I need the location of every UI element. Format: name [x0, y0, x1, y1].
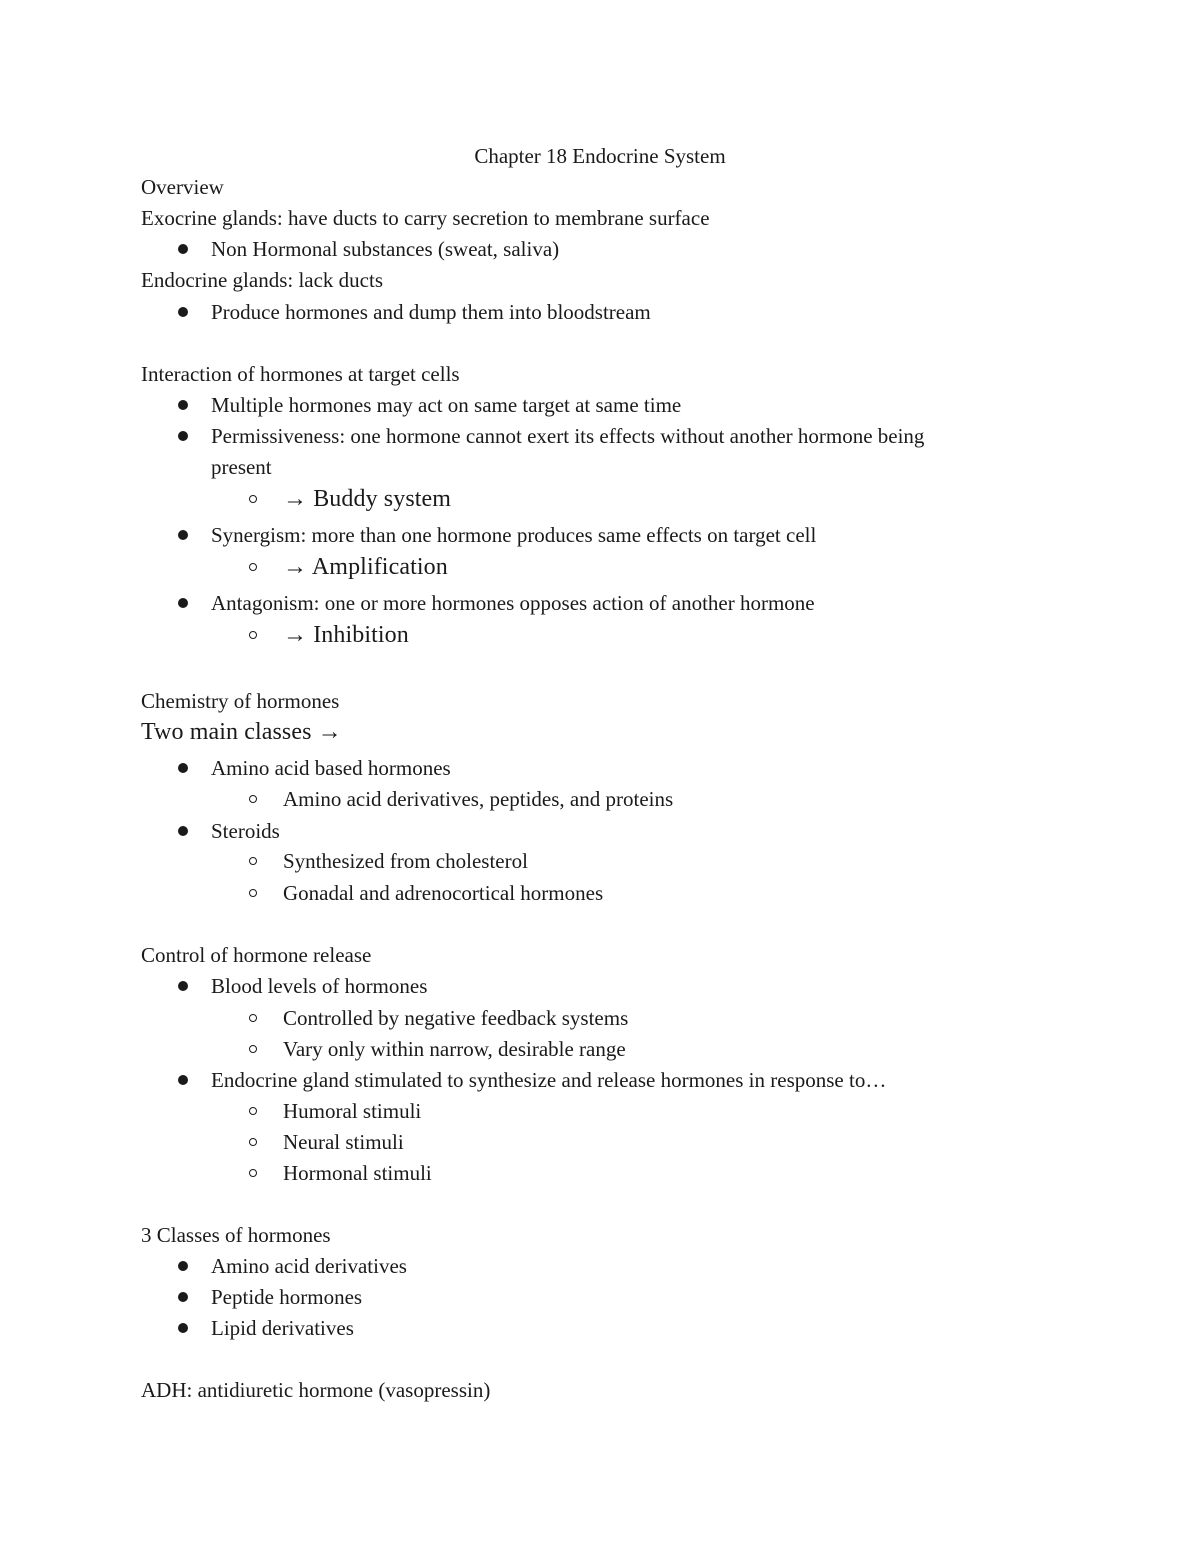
- sub-list-item: Controlled by negative feedback systems: [283, 1006, 629, 1030]
- list-item: Endocrine gland stimulated to synthesize and release hormones in response to…: [211, 1068, 887, 1092]
- list-item: Multiple hormones may act on same target at same time: [211, 393, 682, 417]
- bullet-icon: [178, 244, 188, 254]
- bullet-icon: [178, 763, 188, 773]
- section-heading-overview: Overview: [141, 175, 224, 199]
- endocrine-line: Endocrine glands: lack ducts: [141, 268, 384, 292]
- list-item: Produce hormones and dump them into bloodstream: [211, 300, 651, 324]
- section-heading-chemistry: Chemistry of hormones: [141, 689, 340, 713]
- list-item: Non Hormonal substances (sweat, saliva): [211, 237, 560, 261]
- sub-list-item: Vary only within narrow, desirable range: [283, 1037, 626, 1061]
- list-item: Synergism: more than one hormone produces same effects on target cell: [211, 523, 817, 547]
- classes-line: Two main classes →: [141, 719, 342, 745]
- bullet-icon: [178, 826, 188, 836]
- page-title: Chapter 18 Endocrine System: [474, 144, 726, 168]
- sub-list-item: → Buddy system: [283, 486, 452, 512]
- sub-list-item: Gonadal and adrenocortical hormones: [283, 881, 604, 905]
- hollow-bullet-icon: [249, 795, 257, 803]
- hollow-bullet-icon: [249, 631, 257, 639]
- bullet-icon: [178, 1261, 188, 1271]
- sub-list-item: → Inhibition: [283, 622, 409, 648]
- list-item: Steroids: [211, 819, 280, 843]
- list-item: Peptide hormones: [211, 1285, 363, 1309]
- bullet-icon: [178, 1075, 188, 1085]
- hollow-bullet-icon: [249, 495, 257, 503]
- bullet-icon: [178, 307, 188, 317]
- hollow-bullet-icon: [249, 1138, 257, 1146]
- adh-line: ADH: antidiuretic hormone (vasopressin): [141, 1378, 491, 1402]
- bullet-icon: [178, 981, 188, 991]
- bullet-icon: [178, 1292, 188, 1302]
- sub-list-item: Humoral stimuli: [283, 1099, 422, 1123]
- section-heading-control: Control of hormone release: [141, 943, 372, 967]
- list-item: Amino acid derivatives: [211, 1254, 407, 1278]
- sub-list-item: Neural stimuli: [283, 1130, 404, 1154]
- section-heading-interaction: Interaction of hormones at target cells: [141, 362, 460, 386]
- exocrine-line: Exocrine glands: have ducts to carry secretion to membrane surface: [141, 206, 710, 230]
- sub-list-item: Amino acid derivatives, peptides, and proteins: [283, 787, 674, 811]
- list-item: Lipid derivatives: [211, 1316, 354, 1340]
- list-item: Antagonism: one or more hormones opposes action of another hormone: [211, 591, 815, 615]
- hollow-bullet-icon: [249, 1014, 257, 1022]
- hollow-bullet-icon: [249, 563, 257, 571]
- list-item: Permissiveness: one hormone cannot exert its effects without another hormone being: [211, 424, 925, 448]
- hollow-bullet-icon: [249, 857, 257, 865]
- list-item: Blood levels of hormones: [211, 974, 428, 998]
- bullet-icon: [178, 598, 188, 608]
- list-item-continuation: present: [211, 455, 272, 479]
- sub-list-item: → Amplification: [283, 554, 448, 580]
- list-item: Amino acid based hormones: [211, 756, 451, 780]
- bullet-icon: [178, 400, 188, 410]
- hollow-bullet-icon: [249, 1045, 257, 1053]
- hollow-bullet-icon: [249, 1107, 257, 1115]
- section-heading-classes: 3 Classes of hormones: [141, 1223, 331, 1247]
- bullet-icon: [178, 530, 188, 540]
- bullet-icon: [178, 1323, 188, 1333]
- hollow-bullet-icon: [249, 1169, 257, 1177]
- hollow-bullet-icon: [249, 889, 257, 897]
- sub-list-item: Synthesized from cholesterol: [283, 849, 528, 873]
- sub-list-item: Hormonal stimuli: [283, 1161, 432, 1185]
- bullet-icon: [178, 431, 188, 441]
